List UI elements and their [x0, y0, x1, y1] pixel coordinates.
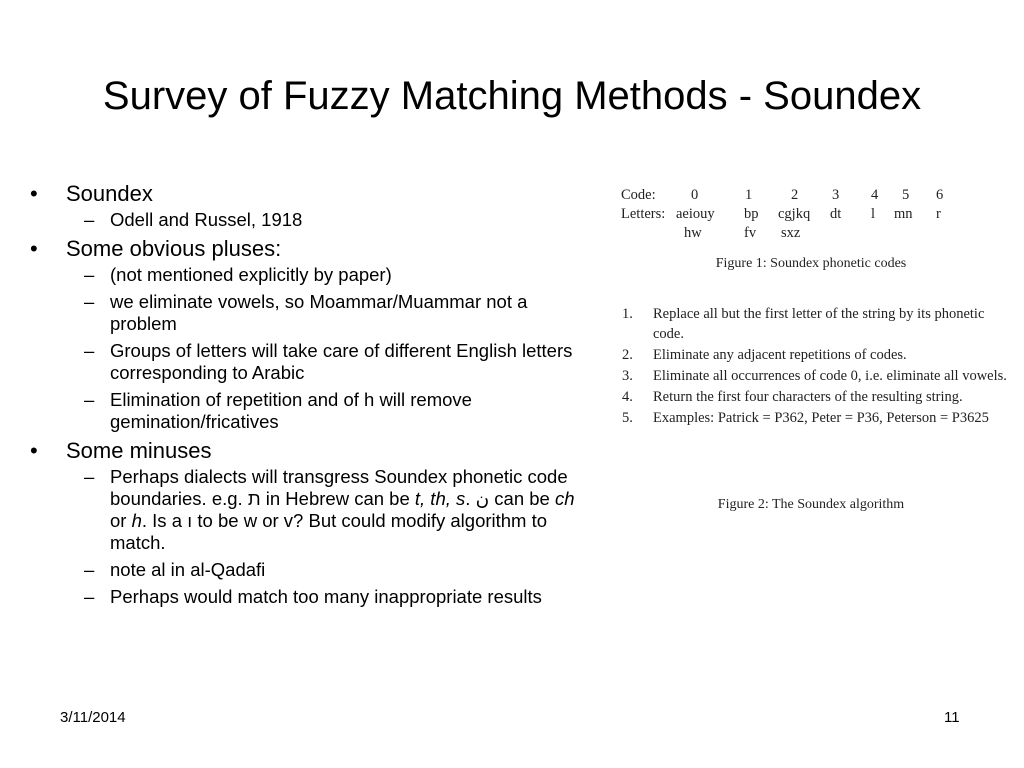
slide-title: Survey of Fuzzy Matching Methods - Soundex — [102, 74, 922, 118]
arabic-letter: ı — [187, 510, 193, 531]
figure-2-caption: Figure 2: The Soundex algorithm — [717, 497, 905, 512]
code-cell: 3 — [832, 187, 840, 203]
bullet-text: Some obvious pluses: — [66, 236, 282, 261]
sub-bullet — [26, 586, 596, 608]
code-cell: 6 — [936, 187, 944, 203]
letters-cell: dt — [830, 206, 842, 222]
sub-bullet-text: we eliminate vowels, so Moammar/Muammar not a problem — [110, 291, 528, 334]
sub-bullet-dialects — [26, 466, 596, 554]
sub-bullet — [26, 389, 596, 433]
letters-cell: sxz — [781, 225, 801, 241]
dash-icon: – — [84, 389, 95, 410]
code-cell: 4 — [871, 187, 879, 203]
step-number: 1. — [622, 306, 633, 322]
letters-cell: aeiouy — [676, 206, 715, 222]
arabic-letter: ﻥ — [475, 488, 490, 509]
sub-bullet-text: Groups of letters will take care of different English letters corresponding to Arabic — [110, 340, 573, 383]
code-cell: 2 — [791, 187, 799, 203]
soundex-algorithm — [620, 304, 1015, 429]
bullet-icon: • — [30, 181, 38, 206]
dash-icon: – — [84, 586, 95, 607]
sub-bullet — [26, 559, 596, 581]
bullet-list — [26, 181, 596, 613]
bullet-text: Soundex — [66, 181, 153, 206]
figure-1-caption: Figure 1: Soundex phonetic codes — [715, 256, 907, 271]
letters-cell: mn — [894, 206, 913, 222]
sub-bullet-text: note al in al-Qadafi — [110, 559, 266, 580]
sub-bullet — [26, 209, 596, 231]
code-table — [618, 182, 1008, 250]
letters-cell: bp — [744, 206, 759, 222]
bullet-minuses — [26, 438, 596, 463]
step-text: Replace all but the first letter of the string by its phonetic code. — [653, 306, 985, 342]
step-text: Eliminate any adjacent repetitions of codes. — [653, 347, 907, 363]
algorithm-step — [620, 387, 1015, 407]
letters-cell: l — [871, 206, 876, 222]
sub-bullet — [26, 291, 596, 335]
step-text: Return the first four characters of the resulting string. — [653, 389, 963, 405]
hebrew-letter: ת — [247, 488, 261, 509]
dash-icon: – — [84, 340, 95, 361]
step-number: 4. — [622, 389, 633, 405]
bullet-icon: • — [30, 236, 38, 261]
step-number: 5. — [622, 410, 633, 426]
step-text: Examples: Patrick = P362, Peter = P36, Peterson = P3625 — [653, 410, 989, 426]
sub-bullet-text: Elimination of repetition and of h will remove gemination/fricatives — [110, 389, 472, 432]
letters-cell: r — [936, 206, 941, 222]
dash-icon: – — [84, 209, 95, 230]
bullet-text: Some minuses — [66, 438, 212, 463]
figure-phonetic-codes — [618, 182, 1008, 250]
sub-bullet-text: Perhaps would match too many inappropriate results — [110, 586, 542, 607]
step-number: 3. — [622, 368, 633, 384]
slide-number: 11 — [944, 709, 960, 726]
letters-label: Letters: — [621, 206, 666, 222]
sub-bullet — [26, 340, 596, 384]
sub-bullet-text: (not mentioned explicitly by paper) — [110, 264, 392, 285]
sub-bullet — [26, 264, 596, 286]
bullet-icon: • — [30, 438, 38, 463]
dash-icon: – — [84, 264, 95, 285]
letters-cell: fv — [744, 225, 757, 241]
code-cell: 5 — [902, 187, 910, 203]
dash-icon: – — [84, 559, 95, 580]
algorithm-step — [620, 304, 1015, 344]
letters-cell: hw — [684, 225, 702, 241]
algorithm-step — [620, 366, 1015, 386]
sub-bullet-text: Odell and Russel, 1918 — [110, 209, 303, 230]
step-text: Eliminate all occurrences of code 0, i.e. eliminate all vowels. — [653, 368, 1007, 384]
dash-icon: – — [84, 291, 95, 312]
algorithm-step — [620, 345, 1015, 365]
step-number: 2. — [622, 347, 633, 363]
code-cell: 1 — [745, 187, 753, 203]
footer-date: 3/11/2014 — [60, 709, 126, 726]
code-cell: 0 — [691, 187, 699, 203]
algorithm-step — [620, 408, 1015, 428]
sub-bullet-text: Perhaps dialects will transgress Soundex phonetic code boundaries. e.g. ת in Hebrew can be t, th, s. ﻥ can be ch or h. Is a ı to be w or v? But could modify algorithm to match. — [110, 466, 575, 553]
bullet-pluses — [26, 236, 596, 261]
code-label: Code: — [621, 187, 656, 203]
letters-cell: cgjkq — [778, 206, 811, 222]
dash-icon: – — [84, 466, 95, 487]
bullet-soundex — [26, 181, 596, 206]
